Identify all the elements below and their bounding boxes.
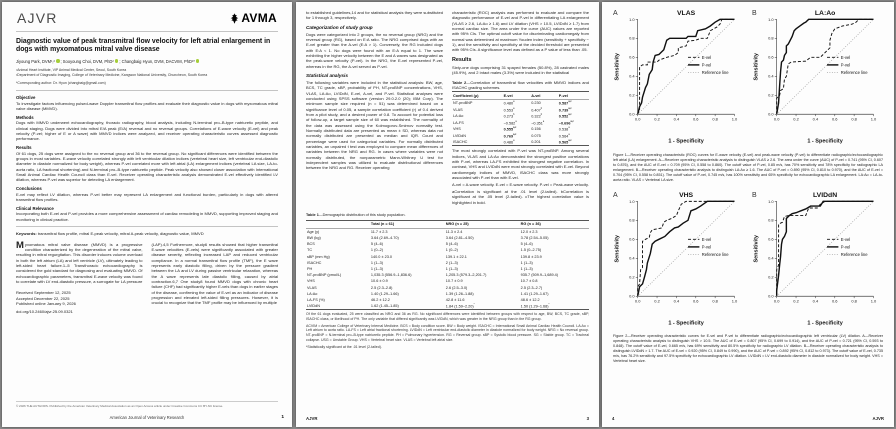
table-cell: 12.0 ± 2.3 bbox=[520, 229, 538, 234]
section-text: Incorporating both E-vel and P-vel provides a more comprehensive assessment of cardiac remodeling in MMVD, supporting improved staging and monitoring in clinical practice. bbox=[16, 211, 278, 222]
svg-text:0.6: 0.6 bbox=[629, 236, 635, 242]
table-cell: 1,205.3 (579.3–2,201.7) bbox=[445, 273, 487, 278]
svg-text:0.4: 0.4 bbox=[629, 255, 635, 261]
avma-logo bbox=[230, 11, 277, 25]
section-text: To investigate factors influencing pulsed-wave Doppler transmitral flow profiles and evaluate their diagnostic value in dogs with myxomatous mitral valve disease (MMVD). bbox=[16, 100, 278, 112]
column-header bbox=[306, 220, 370, 228]
table-cell: 1.62 (1.45–1.85) bbox=[370, 303, 445, 310]
svg-text:0.4: 0.4 bbox=[673, 298, 680, 304]
row-label: BW (kg) bbox=[307, 236, 321, 241]
roc-plot-svg bbox=[613, 7, 744, 145]
section-heading: Clinical Relevance bbox=[16, 205, 54, 211]
table-cell: 1 (1–3) bbox=[370, 266, 383, 271]
svg-text:0.6: 0.6 bbox=[832, 298, 838, 304]
panel-letter: A bbox=[613, 191, 618, 199]
page-header bbox=[16, 9, 278, 32]
svg-text:E-vel: E-vel bbox=[840, 54, 851, 60]
svg-text:P-vel: P-vel bbox=[701, 62, 712, 68]
table-1-grid bbox=[306, 220, 589, 310]
section-heading: Conclusions bbox=[16, 186, 42, 192]
journal-abbrev: AJVR bbox=[306, 416, 318, 421]
accepted-date: Accepted December 22, 2025 bbox=[16, 295, 70, 301]
table-cell: 935.7 (509.9–1,689.4) bbox=[520, 273, 559, 278]
table-cell: 1 (1–3) bbox=[520, 266, 533, 271]
table-cell: 1.5 (0–2.75) bbox=[520, 248, 542, 253]
table-cell: 139.1 ± 22.1 bbox=[445, 254, 467, 259]
corresponding-author: *Corresponding author: Dr. Hyun (changbaig@gmail.com) bbox=[16, 81, 106, 86]
table-2-grid bbox=[452, 91, 589, 146]
affiliation-2: ²Department of Diagnostic Imaging, College of Veterinary Medicine, Kangwon National University, Chuncheon, South Korea bbox=[16, 72, 208, 77]
svg-text:VLAS: VLAS bbox=[676, 10, 696, 18]
figure-2-caption: Figure 2—Receiver operating characteristic curves for E-vel and P-vel to differentiate radiographic/echocardiographic left ventricular (LV) dilation. A—Receiver operating characteristic analysis to distinguish VHS > 10.5. The AUC of E-vel = 0.807 (95% CI, 0.699 to 0.914), and the AUC of P-vel = 0.721 (95% CI, 0.593 to 0.848). The cutoff value of E-vel, 0.665 m/s, has 69% sensitivity and 80.5% specificity for radiographic LV dilation. B—Receiver operating characteristic analysis to distinguish LVIDdN > 1.7. The AUC of E-vel = 0.920 (95% CI, 0.849 to 0.990), and the AUC of P-vel = 0.892 (95% CI, 0.812 to 0.973). The cutoff value of E-vel, 0.735 m/s, has 76.2% sensitivity and 97.5% specificity for echocardiographic LV dilation. LVIDdN = LV end-diastolic diameter in diastole normalized for body weight. VHS = Vertebral heart size. bbox=[613, 334, 883, 364]
drop-cap: M bbox=[16, 239, 24, 251]
row-label: LA-FS (%) bbox=[307, 297, 325, 302]
section-text: Dogs with MMVD underwent echocardiography, thoracic radiography, blood analysis, including N-terminal pro–B-type natriuretic peptide, and clinical staging. Dogs were divided into mitral E/A peak (E/A) reversal and no reversal groups. Correlations of E-wave velocity (E-vel) and peak velocity (P-vel; higher of E or A wave) with MMVD indices were analyzed, and receiver operating characteristic curves assessed diagnostic performance. bbox=[16, 120, 278, 142]
table-cell: 0.273$^b$ bbox=[503, 114, 515, 119]
svg-text:0.0: 0.0 bbox=[773, 116, 780, 122]
table-cell: 10.7 ± 0.9 bbox=[445, 279, 463, 284]
svg-text:0.8: 0.8 bbox=[768, 35, 774, 41]
svg-text:0.6: 0.6 bbox=[693, 298, 699, 304]
row-label: BCS bbox=[307, 242, 315, 247]
article-title: Diagnostic value of peak transmitral flow velocity for left atrial enlargement in dogs with myxomatous mitral valve disease bbox=[16, 38, 271, 54]
intro-paragraph: (LAP).4,5 Furthermore, study6 results showed that higher transmitral E-wave velocities (E-vels) were significantly associated with greater disease severity, reflecting increased LAP and reduced ventricular compliance. In a normal transmitral flow profile (TMF), the E wave represents early diastolic filling, driven by the pressure gradient between the LA and LV during passive ventricular relaxation, whereas the A wave represents late diastolic filling, caused by atrial contraction.6,7 One study8 found MMVD dogs with chronic heart failure (CHF) had significantly higher E-vels than dogs in earlier stages of the disease, confirming the value of E-vel as an indicator of disease progression and elevated left-sided filling pressures. However, it is crucial to recognize that the TMF profile may be influenced by multiple bbox=[151, 241, 278, 306]
panel-letter: A bbox=[613, 10, 618, 17]
table-caption-text: —Correlation of transmitral flow velocities with MMVD indices and ISACHC grading schemes. bbox=[452, 79, 589, 91]
table-cell: 0.156 bbox=[531, 127, 541, 132]
intro-column-2 bbox=[152, 242, 279, 315]
row-label: VHS bbox=[453, 127, 461, 132]
section-heading: Objective bbox=[16, 95, 36, 101]
section-heading: Methods bbox=[16, 114, 34, 120]
table-cell: 140.0 ± 23.0 bbox=[370, 254, 393, 259]
svg-text:P-vel: P-vel bbox=[840, 244, 851, 250]
svg-text:0.2: 0.2 bbox=[629, 274, 635, 280]
abstract-results bbox=[16, 145, 278, 182]
svg-text:P-vel: P-vel bbox=[840, 62, 851, 68]
svg-text:0.8: 0.8 bbox=[851, 298, 857, 304]
table-cell: −0.351$^a$ bbox=[531, 120, 545, 125]
table-caption-text: —Demographic distribution of this study population. bbox=[318, 213, 406, 218]
svg-text:E-vel: E-vel bbox=[701, 236, 712, 242]
page-3 bbox=[296, 2, 599, 427]
svg-text:0.8: 0.8 bbox=[851, 116, 857, 122]
table-cell: 2 (1–3) bbox=[445, 260, 458, 265]
table-1 bbox=[306, 213, 589, 349]
table-cell: 11.7 ± 2.3 bbox=[370, 229, 388, 234]
svg-text:VHS: VHS bbox=[679, 191, 694, 199]
roc-chart-lviddn bbox=[752, 189, 883, 332]
data-table bbox=[306, 220, 589, 310]
abstract-methods bbox=[16, 115, 278, 142]
table-cell: 3.78 (2.54–5.05) bbox=[520, 236, 549, 241]
row-label: LA:Ao bbox=[453, 114, 464, 119]
table-cell: 0.769$^{a,c}$ bbox=[503, 133, 517, 138]
svg-text:0.2: 0.2 bbox=[793, 298, 799, 304]
table-cell: 0.230 bbox=[531, 101, 541, 106]
author-line bbox=[16, 59, 278, 64]
table-cell: 0.587$^{a,c}$ bbox=[558, 101, 572, 106]
affiliation-1: ¹Animal Heart Institute, VIP Animal Medical Center, Seoul, South Korea bbox=[16, 67, 127, 72]
table-row bbox=[452, 100, 589, 107]
article-dates bbox=[16, 290, 143, 314]
svg-text:0.6: 0.6 bbox=[768, 54, 774, 60]
table-header-row bbox=[306, 220, 589, 228]
svg-text:1.0: 1.0 bbox=[768, 198, 774, 204]
svg-text:1.0: 1.0 bbox=[870, 116, 877, 122]
row-label: LVIDdN bbox=[453, 133, 467, 138]
row-label: VLAS bbox=[307, 285, 317, 290]
column-header: A-vel bbox=[530, 92, 558, 100]
results-heading: Results bbox=[452, 57, 472, 64]
svg-text:E-vel: E-vel bbox=[840, 236, 851, 242]
column-1 bbox=[306, 10, 443, 206]
ajvr-logo: AJVR bbox=[17, 10, 58, 26]
table-cell: 1 (1–3) bbox=[370, 260, 383, 265]
roc-plot-svg bbox=[752, 189, 883, 327]
row-label: NT-proBNP bbox=[453, 101, 473, 106]
subsection-heading: Categorization of study group bbox=[306, 25, 373, 31]
table-header-row bbox=[452, 92, 589, 100]
row-label: VHS bbox=[307, 279, 315, 284]
svg-text:0.8: 0.8 bbox=[629, 35, 635, 41]
figure-2-panels bbox=[611, 189, 885, 332]
svg-text:0.6: 0.6 bbox=[832, 116, 838, 122]
page-number: 3 bbox=[586, 416, 589, 421]
section-text: Of 61 dogs, 25 dogs were assigned to the no reversal group and 36 to the reversal group. No significant differences were identified between the groups in most variables. E-wave velocity correlated strongly with left ventricular dilation indices (vertebral heart size, left ventricular end-diastolic diameter in diastole normalized for body weight), whereas P-vel correlated more with left atrial (LA) enlargement indices (vertebral LA size, LA-to-aorta ratio, LA fractional shortening) and N-terminal pro–B-type natriuretic peptide. Peak velocity also showed closer association with International Small Animal Cardiac Health Council class than E-vel. Receiver operating characteristic analysis demonstrated E-vel effectively identified LV dilation, whereas P-vel was superior for detecting LA enlargement. bbox=[16, 150, 278, 183]
table-cell: 10.6 ± 0.9 bbox=[370, 279, 388, 284]
table-cell: 1.50 (1.29–1.68)* bbox=[520, 303, 589, 310]
table-cell: 3.64 (2.81–4.50) bbox=[445, 236, 474, 241]
data-table bbox=[452, 91, 589, 146]
copyright-line: © 2026 THE AUTHORS. Published by the American Veterinary Medical Association as an Open Access article under Creative Commons CC BY-NC license. bbox=[16, 401, 278, 408]
svg-text:0.0: 0.0 bbox=[629, 111, 635, 117]
doi: doi.org/10.2460/ajvr.25.09.0321 bbox=[16, 309, 73, 315]
paragraph: The following variables were included in the statistical analysis: BW, age, BCS, TC grade, sBP, probability of PH, NT-proBNP concentrations, VHS, VLAS, LA:Ao, LVIDdN, E-vel, A-vel, and P-vel. Statistical analyses were conducted using SPSS software (version 29.0.2.0 (20); IBM Corp). The minimum sample size required (n = 51) was determined based on a significance level of 0.05, a sample correlation coefficient (r) of 0.4 derived from a pilot study, and a desired power of 0.8. To account for potential loss of follow-up, a target sample size of 60 was established. The normality of the data was assessed using the Kolmogorov-Smirnov normality test. Normally distributed data are presented as mean ± SD, whereas data not normally distributed are presented as median and IQR. Count and percentage were used for categorical variables. For normally distributed variables, an unpaired t test was employed to compare mean differences of variables between the NRG and RG. In cases where variables were not normally distributed, the nonparametric Mann-Whitney U test for independent samples was utilized to evaluate distributional differences between the NRG and RG. Receiver operating bbox=[306, 79, 443, 171]
svg-text:0.0: 0.0 bbox=[768, 293, 774, 299]
row-label: LA:Ao bbox=[307, 291, 318, 296]
svg-text:1 - Specificity: 1 - Specificity bbox=[807, 319, 843, 326]
svg-text:0.8: 0.8 bbox=[712, 116, 718, 122]
table-cell: 0.538$^a$ bbox=[558, 127, 570, 132]
intro-column-1 bbox=[16, 239, 143, 315]
paragraph: Sixty-one dogs comprising 31 spayed females (50.8%), 28 castrated males (45.9%), and 2 intact males (3.3%) were included in the statistical bbox=[452, 64, 589, 75]
row-label: TC bbox=[307, 248, 313, 253]
table-cell: 2.6 (2.5–3.0) bbox=[445, 285, 468, 290]
roc-chart-vhs bbox=[613, 189, 744, 332]
table-cell: 0.739$^{a,c}$ bbox=[558, 107, 572, 113]
svg-text:0.4: 0.4 bbox=[768, 255, 774, 261]
row-label: Age (y) bbox=[307, 229, 320, 234]
intro-text: yxomatous mitral valve disease (MMVD) is a progressive condition characterized by the degeneration of the mitral valve, resulting in mitral regurgitation. This disorder induces volume overload in both the left atrium (LA) and left ventricle (LV), ultimately leading to left-sided heart failure.1–5 Transthoracic echocardiography is considered the gold standard for diagnosing and evaluating MMVD. Of echocardiographic parameters, transmitral E-wave velocity was found to correlate with LV end-diastolic pressure, a surrogate for LA pressure bbox=[16, 241, 143, 285]
table-cell: 1.40 (1.29–1.66) bbox=[370, 291, 399, 296]
table-abbreviations: ACVIM = American College of Veterinary Internal Medicine. BCS = Body condition score. BW = Body weight. ISACHC = International Small Animal Cardiac Health Council. LA:Ao = Left atrium to aorta ratio. LA-FS = Left atrial fractional shortening. LVIDdN = Left ventricular end-diastolic diameter in diastole normalized for body weight. NRG = No reversal group. NT-proBNP = N-terminal pro–B-type natriuretic peptide. PH = Pulmonary hypertension. RG = Reversal group. sBP = Systolic blood pressure. SG = Stable group. TC = Tracheal collapse. USG = Unstable Group. VHS = Vertebral heart size. VLAS = Vertebral left atrial size. bbox=[306, 323, 589, 342]
svg-text:0.6: 0.6 bbox=[768, 236, 774, 242]
svg-text:0.8: 0.8 bbox=[768, 217, 774, 223]
svg-text:1.0: 1.0 bbox=[629, 198, 635, 204]
abstract-objective bbox=[16, 95, 278, 111]
published-date: Published online January 9, 2026 bbox=[16, 301, 76, 307]
subsection-heading: Statistical analysis bbox=[306, 73, 348, 79]
row-label: PH bbox=[307, 266, 313, 271]
column-header: RG (n = 36) bbox=[520, 220, 589, 228]
table-cell: 1 (1–3) bbox=[520, 260, 533, 265]
page-footer bbox=[612, 416, 884, 421]
svg-text:Sensitivity: Sensitivity bbox=[753, 53, 760, 81]
table-cell: 3.64 (2.69–4.70) bbox=[370, 236, 399, 241]
svg-text:1.0: 1.0 bbox=[870, 298, 877, 304]
svg-text:0.0: 0.0 bbox=[634, 298, 641, 304]
table-cell: 2.5 (2.3–2.7) bbox=[520, 285, 543, 290]
author-separator: ; bbox=[60, 58, 63, 64]
column-header: Coefficient (ρ) bbox=[452, 92, 503, 100]
table-cell: 0.486$^a$ bbox=[503, 139, 531, 146]
svg-text:1.0: 1.0 bbox=[731, 298, 738, 304]
table-cell: 0.322$^b$ bbox=[531, 114, 543, 119]
svg-text:0.2: 0.2 bbox=[768, 274, 774, 280]
table-cell: 1.41 (1.29–1.67) bbox=[520, 291, 549, 296]
table-cell: 1.84 (1.59–2.20)* bbox=[445, 303, 520, 310]
table-cell: 1 (1–3) bbox=[445, 266, 458, 271]
svg-text:Reference line: Reference line bbox=[701, 70, 729, 76]
svg-text:0.2: 0.2 bbox=[654, 298, 660, 304]
svg-text:0.6: 0.6 bbox=[629, 54, 635, 60]
page-4 bbox=[602, 2, 894, 427]
column-header: E-vel bbox=[503, 92, 531, 100]
table-cell: 10.7 ± 0.8 bbox=[520, 279, 538, 284]
table-row bbox=[306, 228, 589, 235]
svg-text:0.8: 0.8 bbox=[712, 298, 718, 304]
svg-text:LA:Ao: LA:Ao bbox=[814, 10, 836, 18]
received-date: Received September 12, 2025 bbox=[16, 290, 71, 296]
row-label: LVIDdN bbox=[306, 303, 370, 310]
roc-chart-laao bbox=[752, 7, 883, 150]
column-header: P-vel bbox=[558, 92, 589, 100]
row-label: VLAS bbox=[453, 107, 463, 112]
table-label: Table 1 bbox=[306, 213, 319, 218]
panel-letter: B bbox=[752, 10, 757, 17]
svg-text:0.6: 0.6 bbox=[693, 116, 699, 122]
table-footnote-markers: *Statistically significant at the .01 level (2-tailed). bbox=[306, 344, 382, 349]
roc-plot-svg bbox=[752, 7, 883, 145]
svg-text:0.0: 0.0 bbox=[634, 116, 641, 122]
figure-1-caption: Figure 1—Receiver operating characteristic (ROC) curves for E-wave velocity (E-vel) and peak-wave velocity (P-vel) to differentiate radiographic/echocardiographic left atrial (LA) enlargement. A—Receiver operating characteristic analysis to distinguish VLAS ≥ 2.6. The area under the curve (AUC) of P-vel = 0.741 (95% CI, 0.607 to 0.876), and the AUC of E-vel = 0.709 (95% CI, 0.558 to 0.860). The cutoff value of P-vel, 0.85 m/s, has 70% sensitivity and 78% specificity for radiographic LA enlargement. B—Receiver operating characteristic analysis to distinguish LA:Ao ≥ 1.6. The AUC of P-vel = 0.890 (95% CI, 0.810 to 0.970), and the AUC of E-vel = 0.704 (95% CI, 0.558 to 0.851). The cutoff value of P-vel, 0.745 m/s, has 100% sensitivity and 65% specificity for echocardiographic LA enlargement. LA:Ao = LA-to-aorta ratio. VLAS = Vertebral LA size. bbox=[613, 152, 883, 182]
svg-text:0.2: 0.2 bbox=[629, 92, 635, 98]
svg-text:Reference line: Reference line bbox=[840, 251, 868, 257]
introduction-columns bbox=[16, 239, 278, 315]
column-header: NRG (n = 25) bbox=[445, 220, 520, 228]
table-cell: 48.6 ± 12.2 bbox=[520, 297, 540, 302]
svg-text:0.8: 0.8 bbox=[629, 217, 635, 223]
table-cell: 0.075 bbox=[531, 133, 541, 138]
table-cell: 11.3 ± 2.4 bbox=[445, 229, 463, 234]
author: Sooyoung Choi, DVM, PhD² bbox=[62, 58, 114, 64]
svg-text:0.4: 0.4 bbox=[673, 116, 680, 122]
row-label: ISACHC bbox=[307, 260, 322, 265]
svg-text:E-vel: E-vel bbox=[701, 54, 712, 60]
svg-text:0.0: 0.0 bbox=[773, 298, 780, 304]
svg-text:1.0: 1.0 bbox=[731, 116, 738, 122]
svg-text:1 - Specificity: 1 - Specificity bbox=[668, 319, 704, 326]
abstract-conclusions bbox=[16, 186, 278, 202]
avma-eagle-icon bbox=[230, 13, 239, 24]
table-cell: 5 (4–6) bbox=[445, 242, 458, 247]
orcid-icon bbox=[115, 58, 122, 64]
paragraph: Dogs were categorized into 2 groups, the no reversal group (NRG) and the reversal group (RG), based on E:A ratio. The NRG comprised dogs with an E-vel greater than the A-vel (E:A > 1). Conversely, the RG included dogs with E:A < 1. No dogs were found with an E:A equal to 1. The wave exhibiting the higher velocity between the E and A waves was designated as the peak-wave velocity (P-vel). In the NRG, the E-vel represented P-vel, whereas in the RG, the A-vel served as P-vel. bbox=[306, 31, 443, 69]
svg-text:LVIDdN: LVIDdN bbox=[813, 191, 838, 199]
svg-text:0.4: 0.4 bbox=[768, 73, 774, 79]
table-cell: 0.201 bbox=[530, 139, 558, 146]
table-cell: 1 (0–2) bbox=[370, 248, 383, 253]
keywords bbox=[16, 226, 278, 236]
page-number: 1 bbox=[281, 415, 284, 420]
svg-text:0.0: 0.0 bbox=[629, 293, 635, 299]
svg-text:P-vel: P-vel bbox=[701, 244, 712, 250]
column-header: Total (n = 61) bbox=[370, 220, 445, 228]
table-cell: −0.582$^a$ bbox=[503, 120, 517, 125]
text-columns bbox=[306, 10, 589, 206]
svg-text:Sensitivity: Sensitivity bbox=[614, 234, 621, 263]
keywords-label: Keywords: bbox=[16, 230, 38, 236]
svg-text:0.2: 0.2 bbox=[654, 116, 660, 122]
orcid-icon bbox=[196, 59, 200, 63]
table-cell: 1.39 (1.26–1.88) bbox=[445, 291, 474, 296]
table-cell: 1,035.3 (556.9–1,836.6) bbox=[370, 273, 412, 278]
page-footer bbox=[306, 416, 589, 421]
roc-chart-vlas bbox=[613, 7, 744, 150]
svg-text:Reference line: Reference line bbox=[701, 251, 729, 257]
keywords-text: transmitral flow profile, mitral E-peak velocity, mitral A-peak velocity, diagnostic value, MMVD bbox=[37, 230, 204, 236]
table-cell: $-0.696^{a,c}$ bbox=[558, 120, 574, 125]
table-cell: 0.552$^{a,c}$ bbox=[558, 114, 572, 119]
row-label: ISACHC bbox=[452, 139, 503, 146]
column-2 bbox=[452, 10, 589, 206]
table-cell: 0.564$^a$ bbox=[558, 133, 570, 138]
panel-letter: B bbox=[752, 191, 757, 199]
table-note: Of the 61 dogs evaluated, 25 were classified as NRG and 36 as RG. No significant differences were identified between groups with respect to age, BW, BCS, TC grade, sBP, ISACHC class, or likelihood of PH. The only variable that differed significantly was LVIDdN, which was greater in the NRG group than in the RG group. bbox=[306, 312, 589, 322]
table-footnote-markers: aCorrelation is significant at the .01 level (2-tailed). bCorrelation is significant at the .05 level (2-tailed). cThe highest correlation value is highlighted in bold. bbox=[452, 189, 589, 205]
svg-text:Sensitivity: Sensitivity bbox=[753, 234, 760, 263]
avma-logo-text: AVMA bbox=[241, 11, 277, 25]
svg-text:0.4: 0.4 bbox=[629, 73, 635, 79]
svg-text:1.0: 1.0 bbox=[768, 16, 774, 22]
svg-text:0.2: 0.2 bbox=[793, 116, 799, 122]
svg-text:0.0: 0.0 bbox=[768, 111, 774, 117]
table-cell: 0.555$^{a,c}$ bbox=[503, 127, 517, 132]
page-footer bbox=[16, 415, 284, 420]
table-cell: 0.480$^a$ bbox=[503, 101, 515, 106]
table-cell: 139.8 ± 23.9 bbox=[520, 254, 542, 259]
orcid-icon bbox=[56, 59, 60, 63]
journal-name: American Journal of Veterinary Research bbox=[109, 415, 185, 420]
svg-text:1 - Specificity: 1 - Specificity bbox=[668, 138, 704, 145]
page-1 bbox=[2, 2, 292, 427]
table-label: Table 2 bbox=[452, 79, 467, 85]
figure-1-panels bbox=[611, 7, 885, 150]
row-label: LA-FS bbox=[453, 120, 464, 125]
row-label: sBP (mm Hg) bbox=[307, 254, 330, 259]
svg-text:Sensitivity: Sensitivity bbox=[614, 53, 621, 81]
table-2 bbox=[452, 80, 589, 205]
svg-text:0.4: 0.4 bbox=[812, 116, 819, 122]
svg-text:0.2: 0.2 bbox=[768, 92, 774, 98]
journal-abbrev: AJVR bbox=[872, 416, 884, 421]
paragraph: characteristic (ROC) analysis was performed to evaluate and compare the diagnostic performance of E-vel and P-vel in differentiating LA enlargement (VLAS ≥ 2.6, LA:Ao ≥ 1.6) and LV dilation (VHS > 10.5, LVIDdN ≥ 1.7) from normal cardiac size. The area under the curve (AUC) values are reported with 95% CIs. The optimal cutoff value for discriminating cardiomegaly from normal was determined at maximum Youden index (sensitivity + specificity − 1), and the sensitivity and specificity at the decided threshold are presented with 95% CIs. A significance level was defined as a P value of less than .05. bbox=[452, 10, 589, 53]
section-heading: Results bbox=[16, 145, 32, 151]
author: Jiyoung Park, DVM¹,² bbox=[16, 58, 55, 64]
table-row bbox=[306, 303, 589, 310]
table-caption bbox=[452, 80, 589, 91]
table-caption bbox=[306, 213, 589, 218]
table-cell: 2.5 (2.3–2.8) bbox=[370, 285, 393, 290]
table-cell: 0.553$^a$ bbox=[503, 107, 515, 113]
table-cell: 0.565$^{a,c}$ bbox=[558, 139, 589, 146]
svg-text:Reference line: Reference line bbox=[840, 70, 868, 76]
table-cell: 5 (4–6) bbox=[370, 242, 383, 247]
page-number: 4 bbox=[612, 416, 615, 421]
table-note: The most strongly correlated with P-vel was NT-proBNP. Among several indices, VLAS and LA:Ao demonstrated the strongest positive correlations with P-vel, whereas LA-FS exhibited the strongest negative correlation. In contrast, VHS and LVIDdN were most strongly correlated with E-vel. Beyond cardiomegaly indices of MMVD, ISACHC class was more strongly associated with P-vel than with E-vel. bbox=[452, 148, 589, 180]
svg-text:0.4: 0.4 bbox=[812, 298, 819, 304]
table-row bbox=[452, 139, 589, 146]
svg-text:1 - Specificity: 1 - Specificity bbox=[807, 138, 843, 145]
table-abbreviations: A-vel = A-wave velocity. E-vel = E-wave velocity. P-vel = Peak-wave velocity. bbox=[452, 181, 589, 187]
divider bbox=[16, 90, 278, 91]
author: Changbaig Hyun, DVM, DACVIM, PhD¹* bbox=[121, 58, 195, 64]
intro-paragraph bbox=[16, 239, 143, 285]
abstract-clinical-relevance bbox=[16, 206, 278, 222]
table-cell: 5 (4–6) bbox=[520, 242, 533, 247]
table-cell: 0.407$^b$ bbox=[531, 107, 543, 113]
table-cell: 1 (0–2) bbox=[445, 248, 458, 253]
table-cell: 42.8 ± 11.6 bbox=[445, 297, 465, 302]
roc-plot-svg bbox=[613, 189, 744, 327]
author-separator: ; bbox=[119, 58, 122, 64]
section-text: E-vel may reflect LV dilation, whereas P-vel better may represent LA enlargement and functional burden, particularly in dogs with altered transmitral flow profiles. bbox=[16, 191, 278, 203]
affiliations bbox=[16, 68, 278, 87]
svg-text:1.0: 1.0 bbox=[629, 16, 635, 22]
paragraph: to established guidelines,14 and for statistical analysis they were substituted for 1 through 3, respectively. bbox=[306, 10, 443, 21]
table-cell: 46.2 ± 12.2 bbox=[370, 297, 390, 302]
row-label: NT-proBNP (pmol/L) bbox=[307, 273, 342, 278]
